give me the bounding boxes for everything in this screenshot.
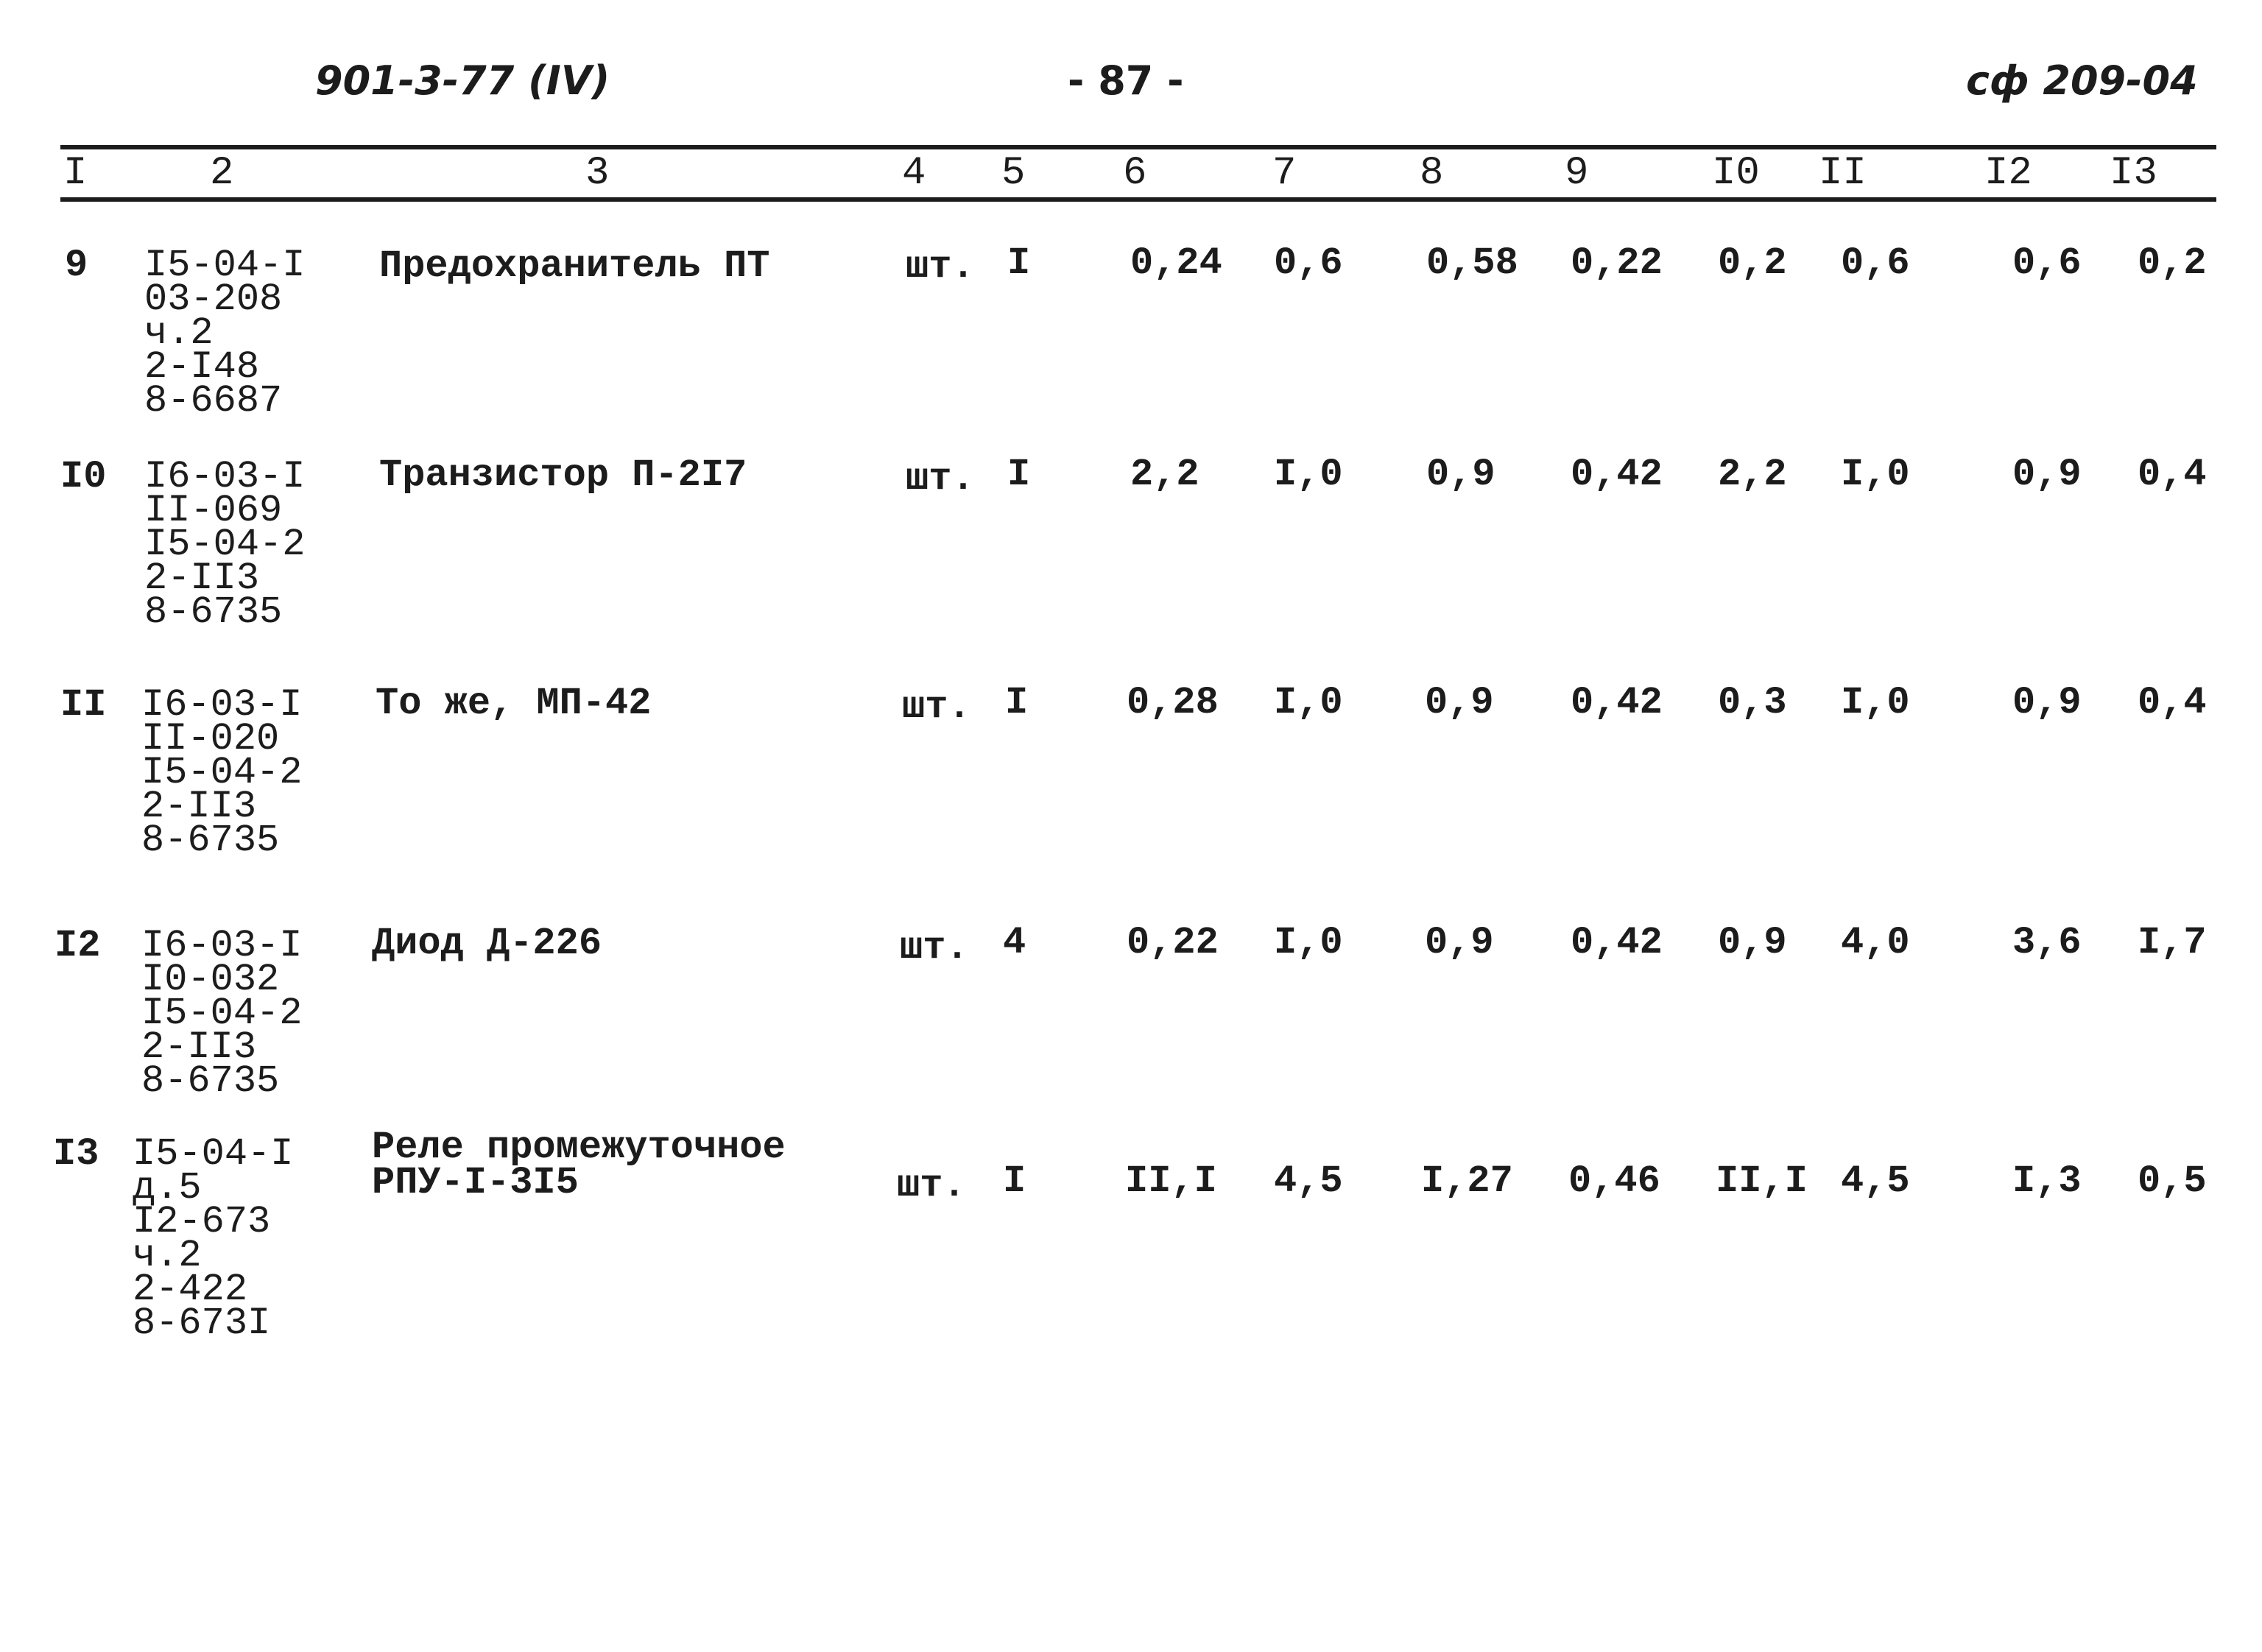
value-col-6: 0,24 [1130,241,1222,285]
value-col-10: 2,2 [1718,453,1787,496]
item-name: Диод Д-226 [372,922,602,965]
value-col-9: 0,42 [1571,453,1663,496]
quantity: I [1007,453,1031,496]
value-col-12: 0,9 [2012,453,2082,496]
value-col-9: 0,46 [1568,1159,1660,1203]
column-number: 6 [1123,151,1147,196]
value-col-10: 0,2 [1718,241,1787,285]
price-codes: I6-03-I I0-032 I5-04-2 2-II3 8-6735 [141,924,303,1103]
column-number: I3 [2110,151,2157,196]
price-codes: I6-03-I II-020 I5-04-2 2-II3 8-6735 [141,683,303,862]
row-number: I0 [60,455,107,498]
value-col-10: 0,9 [1718,921,1787,964]
value-col-6: 0,28 [1127,681,1219,724]
unit: шт. [897,1164,966,1207]
column-number: I0 [1712,151,1760,196]
value-col-8: I,27 [1421,1159,1513,1203]
value-col-10: II,I [1716,1159,1808,1203]
quantity: I [1007,241,1031,285]
value-col-11: 4,0 [1841,921,1910,964]
row-number: II [60,683,107,727]
value-col-9: 0,22 [1571,241,1663,285]
value-col-8: 0,9 [1426,453,1495,496]
column-number: 3 [585,151,610,196]
value-col-6: 0,22 [1127,921,1219,964]
unit: шт. [906,245,975,289]
unit: шт. [900,926,969,970]
value-col-11: I,0 [1841,453,1910,496]
value-col-7: I,0 [1274,921,1343,964]
value-col-8: 0,9 [1425,921,1494,964]
item-name: То же, МП-42 [376,682,652,725]
header-rule-top [60,145,2216,149]
value-col-8: 0,58 [1426,241,1518,285]
value-col-7: I,0 [1274,681,1343,724]
value-col-12: 0,6 [2012,241,2082,285]
value-col-6: 2,2 [1130,453,1199,496]
value-col-13: 0,2 [2138,241,2207,285]
value-col-13: 0,4 [2138,681,2207,724]
value-col-8: 0,9 [1425,681,1494,724]
column-number: II [1819,151,1867,196]
value-col-10: 0,3 [1718,681,1787,724]
price-codes: I6-03-I II-069 I5-04-2 2-II3 8-6735 [144,455,306,634]
value-col-12: 3,6 [2012,921,2082,964]
row-number: I3 [53,1132,99,1176]
header-rule-bottom [60,197,2216,202]
unit: шт. [906,457,975,501]
quantity: 4 [1003,921,1026,964]
value-col-7: 4,5 [1274,1159,1343,1203]
value-col-9: 0,42 [1571,681,1663,724]
value-col-12: I,3 [2012,1159,2082,1203]
column-number: 4 [902,151,926,196]
column-number: 8 [1420,151,1444,196]
value-col-9: 0,42 [1571,921,1663,964]
sheet-code: сф 209-04 [1966,57,2198,104]
column-number: 7 [1272,151,1297,196]
value-col-6: II,I [1125,1159,1217,1203]
item-name: Транзистор П-2I7 [379,453,747,497]
column-number: 5 [1001,151,1026,196]
quantity: I [1005,681,1029,724]
value-col-7: 0,6 [1274,241,1343,285]
row-number: I2 [54,924,101,967]
value-col-13: I,7 [2138,921,2207,964]
item-name: Предохранитель ПТ [379,244,770,288]
value-col-11: 4,5 [1841,1159,1910,1203]
row-number: 9 [65,244,88,287]
column-number: I [63,151,88,196]
value-col-13: 0,5 [2138,1159,2207,1203]
value-col-11: I,0 [1841,681,1910,724]
value-col-12: 0,9 [2012,681,2082,724]
document-reference: 901-3-77 (IV) [315,57,610,104]
column-number: 9 [1565,151,1589,196]
column-number: I2 [1984,151,2032,196]
column-number: 2 [210,151,234,196]
value-col-7: I,0 [1274,453,1343,496]
item-name: Реле промежуточное РПУ-I-3I5 [372,1126,786,1204]
page-number: - 87 - [1068,57,1184,104]
value-col-13: 0,4 [2138,453,2207,496]
unit: шт. [902,685,971,729]
value-col-11: 0,6 [1841,241,1910,285]
price-codes: I5-04-I 03-208 ч.2 2-I48 8-6687 [144,244,306,423]
price-codes: I5-04-I д.5 I2-673 ч.2 2-422 8-673I [133,1132,294,1345]
quantity: I [1003,1159,1026,1203]
